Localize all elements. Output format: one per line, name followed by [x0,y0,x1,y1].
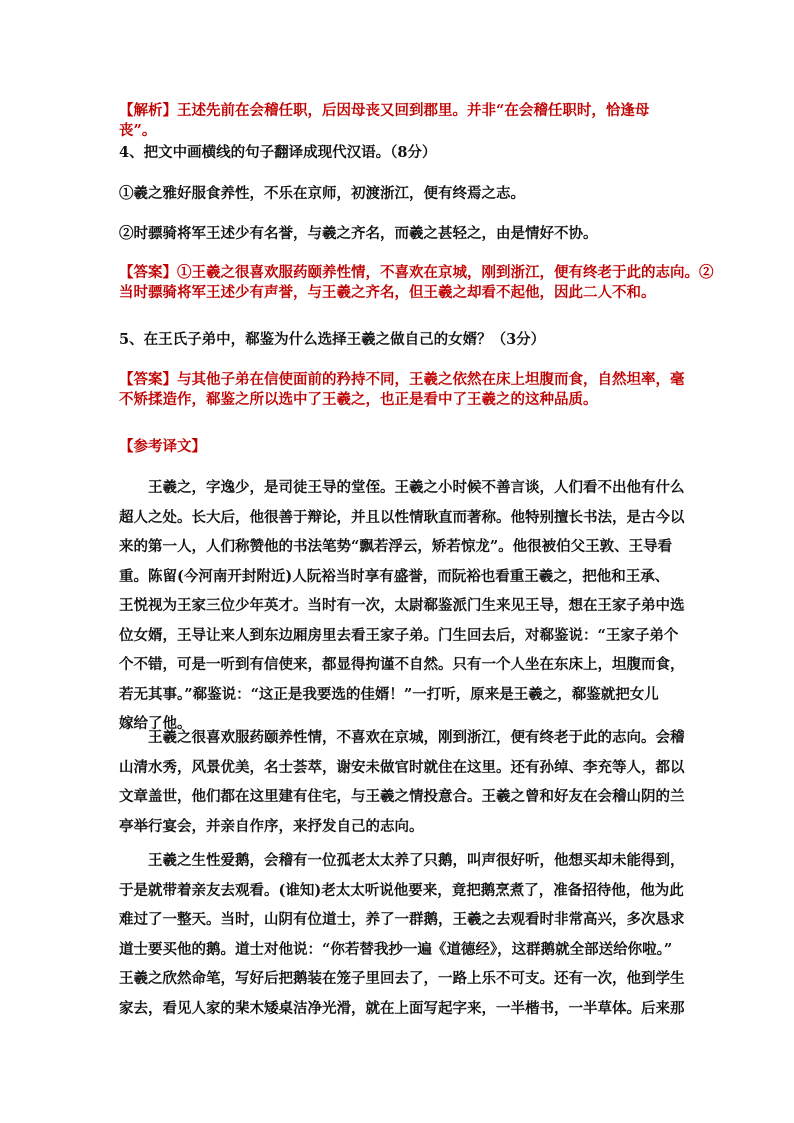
translation-paragraph-2 [119,723,685,841]
answer-tag: 【答案】 [119,371,177,388]
question-4: 4、把文中画横线的句子翻译成现代汉语。（8分） [119,144,437,161]
answer-tag: 【答案】 [119,264,177,281]
paragraph-line: 山清水秀，风景优美，名士荟萃，谢安未做官时就住在这里。还有孙绰、李充等人，都以 [119,758,685,776]
answer-5-line-1: 与其他子弟在信使面前的矜持不同，王羲之依然在床上坦腹而食，自然坦率，毫 [177,371,685,388]
paragraph-line: 超人之处。长大后，他很善于辩论，并且以性情耿直而著称。他特别擅长书法，是古今以 [119,508,685,526]
translation-paragraph-1 [119,473,685,739]
paragraph-line: 个不错，可是一听到有信使来，都显得拘谨不自然。只有一个人坐在东床上，坦腹而食， [119,656,685,673]
paragraph-line: 王悦视为王家三位少年英才。当时有一次，太尉郗鉴派门生来见王导，想在王家子弟中选 [119,597,685,614]
paragraph-line: 家去，看见人家的棐木矮桌洁净光滑，就在上面写起字来，一半楷书，一半草体。后来那 [119,999,685,1017]
paragraph-line: 于是就带着亲友去观看。(谁知)老太太听说他要来，竟把鹅烹煮了，准备招待他，他为此 [119,881,684,899]
question-5: 5、在王氏子弟中，郗鉴为什么选择王羲之做自己的女婿？（3分） [119,331,546,348]
paragraph-line: 嫁给了他。 [119,715,192,732]
paragraph-line: 来的第一人，人们称赞他的书法笔势“飘若浮云，矫若惊龙”。他很被伯父王敦、王导看 [119,538,673,555]
analysis-tag: 【解析】 [119,102,177,119]
paragraph-line: 文章盖世，他们都在这里建有住宅，与王羲之情投意合。王羲之曾和好友在会稽山阴的兰 [119,788,685,805]
answer-5-line-2: 不矫揉造作，郗鉴之所以选中了王羲之，也正是看中了王羲之的这种品质。 [119,391,598,408]
question-5-answer [119,370,685,410]
answer-4-line-2: 当时骠骑将军王述少有声誉，与王羲之齐名，但王羲之却看不起他，因此二人不和。 [119,284,656,301]
paragraph-line: 道士要买他的鹅。道士对他说：“你若替我抄一遍《道德经》，这群鹅就全部送给你啦。” [119,940,673,958]
analysis-text: 王述先前在会稽任职，后因母丧又回到郡里。并非“在会稽任职时，恰逢母丧”。 [119,102,650,139]
paragraph-line: 位女婿，王导让来人到东边厢房里去看王家子弟。门生回去后，对郗鉴说：“王家子弟个 [119,626,679,644]
paragraph-line: 亭举行宴会，并亲自作序，来抒发自己的志向。 [119,817,424,835]
paragraph-line: 王羲之欣然命笔，写好后把鹅装在笼子里回去了，一路上乐不可支。还有一次，他到学生 [119,970,685,987]
paragraph-line: 难过了一整天。当时，山阴有位道士，养了一群鹅，王羲之去观看时非常高兴，多次恳求 [119,911,685,928]
question-4-sentence-2: ②时骠骑将军王述少有名誉，与羲之齐名，而羲之甚轻之，由是情好不协。 [119,225,598,242]
analysis-paragraph [119,101,679,141]
paragraph-line: 王羲之，字逸少，是司徒王导的堂侄。王羲之小时候不善言谈，人们看不出他有什么 [148,479,685,496]
question-4-answer [119,263,714,303]
paragraph-line: 王羲之生性爱鹅，会稽有一位孤老太太养了只鹅，叫声很好听，他想买却未能得到， [148,852,685,869]
paragraph-line: 重。陈留(今河南开封附近)人阮裕当时享有盛誉，而阮裕也看重王羲之，把他和王承、 [119,567,670,585]
paragraph-line: 若无其事。”郗鉴说：“这正是我要选的佳婿！”一打听，原来是王羲之，郗鉴就把女儿 [119,685,659,703]
question-4-sentence-1: ①羲之雅好服食养性，不乐在京师，初渡浙江，便有终焉之志。 [119,185,525,202]
paragraph-line: 王羲之很喜欢服药颐养性情，不喜欢在京城，刚到浙江，便有终老于此的志向。会稽 [148,729,685,746]
reference-translation-heading: 【参考译文】 [119,438,206,455]
translation-paragraph-3 [119,846,685,1023]
answer-4-line-1: ①王羲之很喜欢服药颐养性情，不喜欢在京城，刚到浙江，便有终老于此的志向。② [177,264,714,281]
